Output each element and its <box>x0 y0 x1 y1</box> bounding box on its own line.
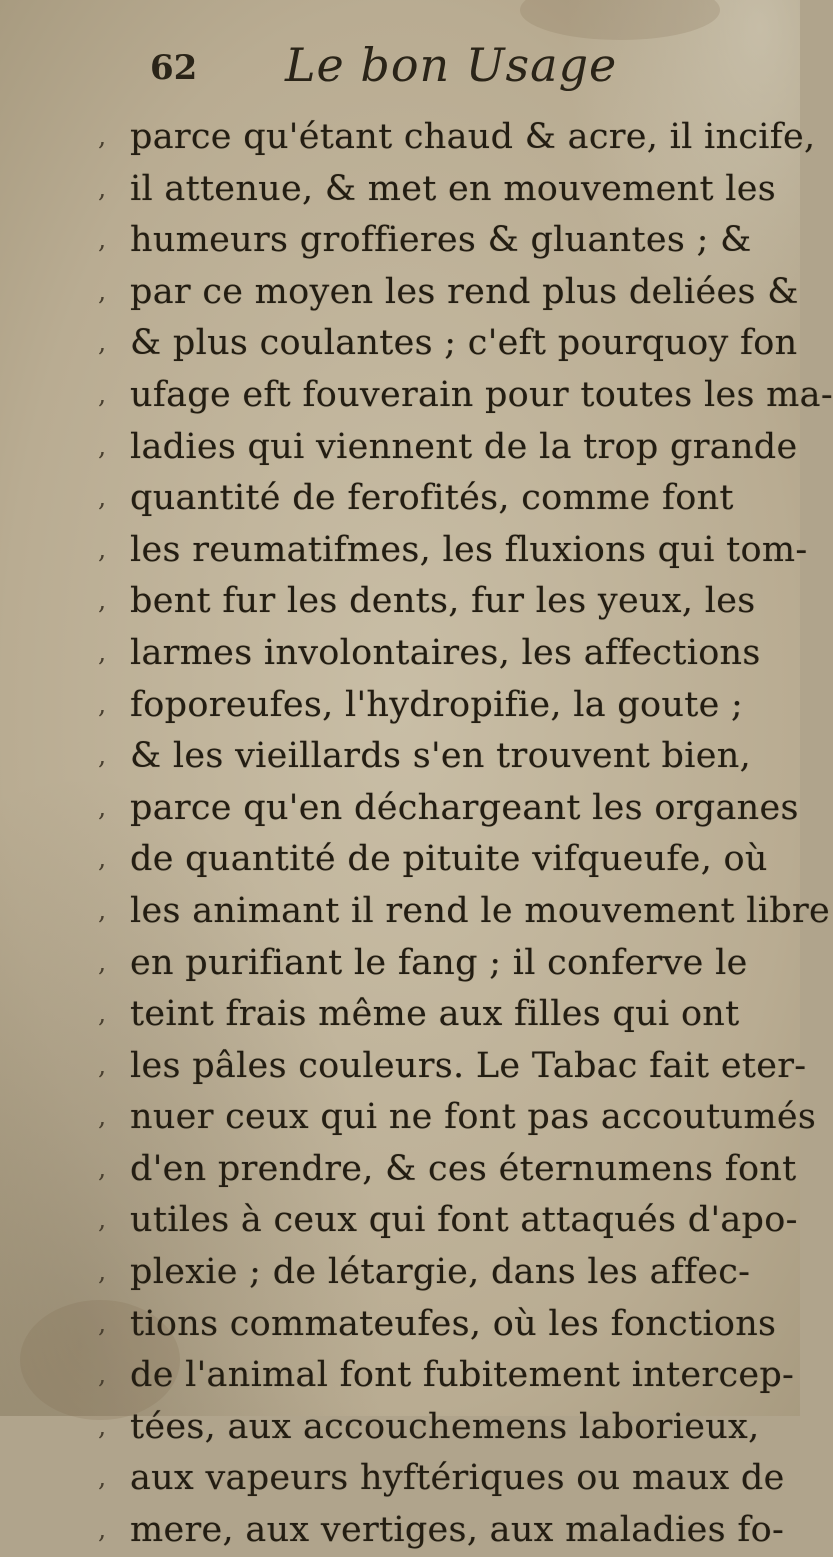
text-line: de l'animal font fubitement intercep- <box>130 1355 795 1396</box>
text-line: parce qu'en déchargeant les organes <box>130 787 799 828</box>
margin-quote-mark: , <box>98 122 107 152</box>
text-line: plexie ; de létargie, dans les affec- <box>130 1252 751 1293</box>
margin-quote-mark: , <box>98 1153 107 1184</box>
margin-quote-mark: , <box>98 1463 107 1494</box>
text-line: les pâles couleurs. Le Tabac fait eter- <box>130 1045 807 1086</box>
text-line: & plus coulantes ; c'eft pourquoy fon <box>130 323 798 364</box>
text-line: humeurs groffieres & gluantes ; & <box>130 220 752 261</box>
text-line: tées, aux accouchemens laborieux, <box>130 1406 760 1447</box>
margin-quote-mark: , <box>98 1515 107 1546</box>
text-line: il attenue, & met en mouvement les <box>130 168 777 209</box>
text-line: quantité de ferofités, comme font <box>130 478 734 519</box>
paper-stain <box>520 0 720 40</box>
text-line: foporeufes, l'hydropifie, la goute ; <box>130 684 744 725</box>
text-line: mere, aux vertiges, aux maladies fo- <box>130 1510 785 1551</box>
quotation-margin <box>98 112 118 1557</box>
margin-quote-mark: , <box>98 276 107 307</box>
margin-quote-mark: , <box>98 1102 107 1133</box>
text-line: ladies qui viennent de la trop grande <box>130 426 798 467</box>
text-line: bent fur les dents, fur les yeux, les <box>130 581 756 622</box>
text-line: teint frais même aux filles qui ont <box>130 994 740 1035</box>
margin-quote-mark: , <box>98 379 107 410</box>
text-line: tions commateufes, où les fonctions <box>130 1303 777 1344</box>
margin-quote-mark: , <box>98 483 107 514</box>
text-line: d'en prendre, & ces éternumens font <box>130 1148 797 1189</box>
margin-quote-mark: , <box>98 1411 107 1442</box>
margin-quote-mark: , <box>98 1360 107 1391</box>
text-line: nuer ceux qui ne font pas accoutumés <box>130 1097 817 1138</box>
page-header <box>150 38 750 102</box>
text-line: larmes involontaires, les affections <box>130 632 761 673</box>
margin-quote-mark: , <box>98 1050 107 1081</box>
margin-quote-mark: , <box>98 225 107 256</box>
margin-quote-mark: , <box>98 328 107 359</box>
text-line: par ce moyen les rend plus deliées & <box>130 271 799 312</box>
text-line: ufage eft fouverain pour toutes les ma- <box>130 374 833 415</box>
body-text <box>130 112 833 1557</box>
page-number: 62 <box>150 48 198 88</box>
text-line: les reumatifmes, les fluxions qui tom- <box>130 529 808 570</box>
margin-quote-mark: , <box>98 844 107 875</box>
margin-quote-mark: , <box>98 431 107 462</box>
text-line: parce qu'étant chaud & acre, il incife, <box>130 117 816 157</box>
text-line: de quantité de pituite vifqueufe, où <box>130 839 768 880</box>
margin-quote-mark: , <box>98 1308 107 1339</box>
margin-quote-mark: , <box>98 637 107 668</box>
text-line: en purifiant le fang ; il conferve le <box>130 942 748 983</box>
margin-quote-mark: , <box>98 689 107 720</box>
text-line: les animant il rend le mouvement libre <box>130 890 831 931</box>
text-line: utiles à ceux qui font attaqués d'apo- <box>130 1200 798 1241</box>
margin-quote-mark: , <box>98 895 107 926</box>
margin-quote-mark: , <box>98 999 107 1030</box>
margin-quote-mark: , <box>98 792 107 823</box>
margin-quote-mark: , <box>98 534 107 565</box>
margin-quote-mark: , <box>98 586 107 617</box>
margin-quote-mark: , <box>98 741 107 772</box>
text-line: & les vieillards s'en trouvent bien, <box>130 736 751 777</box>
margin-quote-mark: , <box>98 173 107 204</box>
margin-quote-mark: , <box>98 1205 107 1236</box>
text-line: aux vapeurs hyftériques ou maux de <box>130 1458 785 1499</box>
margin-quote-mark: , <box>98 1257 107 1288</box>
margin-quote-mark: , <box>98 947 107 978</box>
running-title: Le bon Usage <box>285 38 618 92</box>
